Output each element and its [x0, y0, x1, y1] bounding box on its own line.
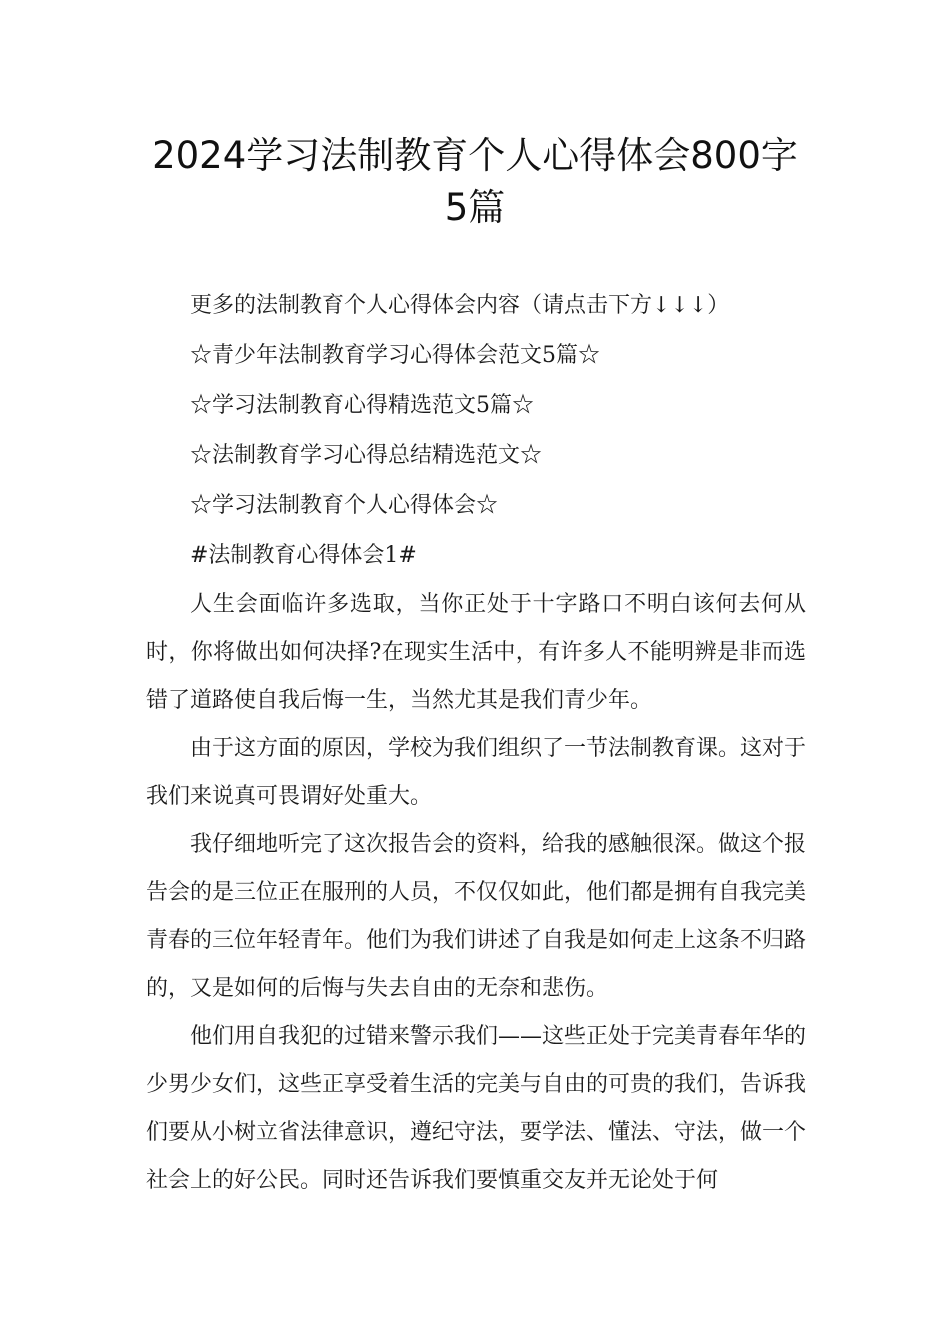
document-title: [120, 130, 830, 234]
related-link-3[interactable]: ☆法制教育学习心得总结精选范文☆: [190, 443, 543, 468]
related-link-2[interactable]: ☆学习法制教育心得精选范文5篇☆: [190, 393, 534, 418]
section-heading: #法制教育心得体会1#: [190, 543, 417, 568]
title-line-2: 5篇: [444, 186, 506, 229]
related-link-4[interactable]: ☆学习法制教育个人心得体会☆: [190, 493, 499, 518]
body-paragraph-1: 人生会面临许多选取，当你正处于十字路口不明白该何去何从时，你将做出如何决择?在现实生活中，有许多人不能明辨是非而选错了道路使自我后悔一生，当然尤其是我们青少年。: [146, 592, 806, 713]
body-paragraph-2: 由于这方面的原因，学校为我们组织了一节法制教育课。这对于我们来说真可畏谓好处重大。: [146, 736, 807, 809]
related-link-1[interactable]: ☆青少年法制教育学习心得体会范文5篇☆: [190, 343, 600, 368]
body-paragraph-4: 他们用自我犯的过错来警示我们——这些正处于完美青春年华的少男少女们，这些正享受着生活的完美与自由的可贵的我们，告诉我们要从小树立省法律意识，遵纪守法，要学法、懂法、守法，做一个社会上的好公民。同时还告诉我们要慎重交友并无论处于何: [146, 1024, 807, 1193]
document-body: [146, 281, 806, 1205]
title-line-1: 2024学习法制教育个人心得体会800字: [152, 134, 798, 177]
intro-text: 更多的法制教育个人心得体会内容（请点击下方↓↓↓）: [190, 293, 730, 318]
body-paragraph-3: 我仔细地听完了这次报告会的资料，给我的感触很深。做这个报告会的是三位正在服刑的人员，不仅仅如此，他们都是拥有自我完美青春的三位年轻青年。他们为我们讲述了自我是如何走上这条不归路的，又是如何的后悔与失去自由的无奈和悲伤。: [146, 832, 807, 1001]
